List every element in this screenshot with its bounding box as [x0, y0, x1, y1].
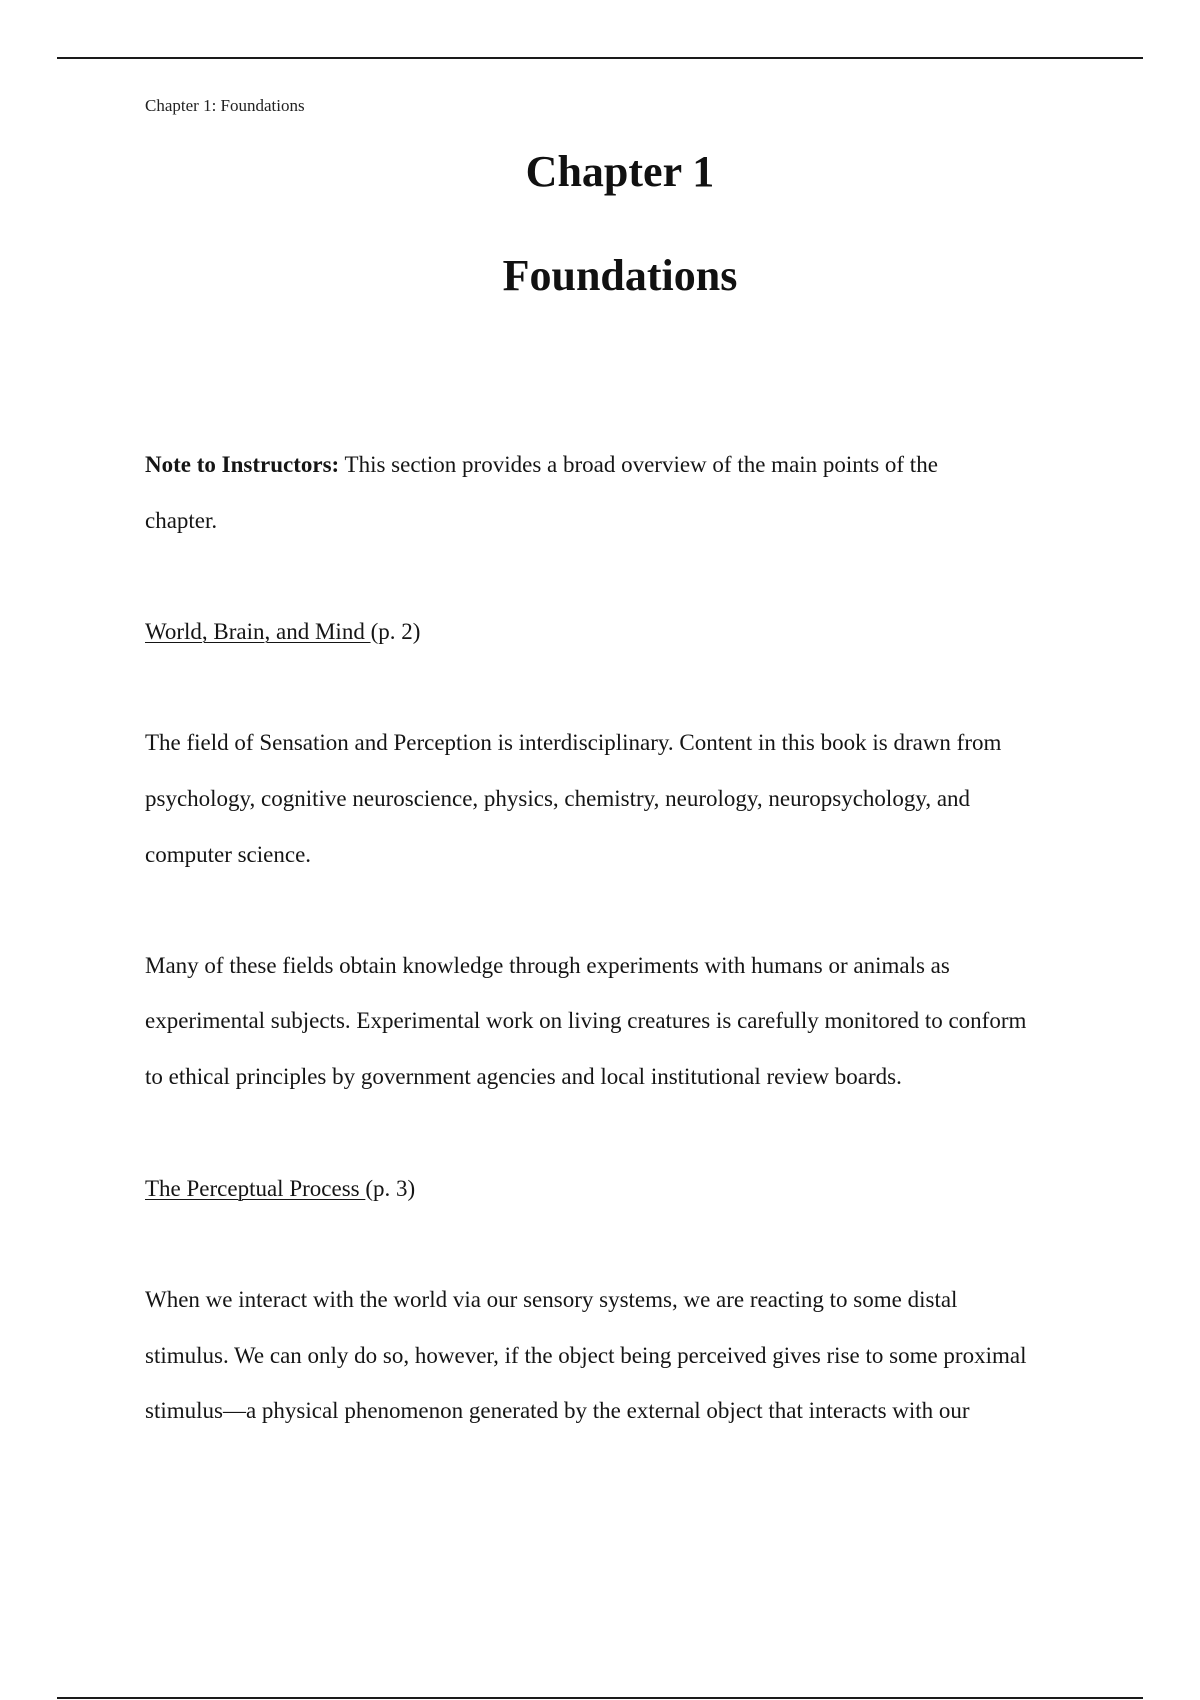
- paragraph-line: stimulus—a physical phenomenon generated by the external object that interacts with our: [145, 1398, 970, 1423]
- section-heading-world-brain-mind: [145, 618, 420, 646]
- section-heading-perceptual-process: [145, 1175, 415, 1203]
- running-header: Chapter 1: Foundations: [145, 96, 305, 115]
- section-page-ref: (p. 2): [370, 619, 421, 644]
- section-page-ref: (p. 3): [365, 1176, 416, 1201]
- note-line-1: [145, 451, 938, 479]
- note-label: Note to Instructors:: [145, 452, 340, 477]
- paragraph-line: The field of Sensation and Perception is interdisciplinary. Content in this book is drawn from: [145, 730, 1002, 755]
- paragraph-line: computer science.: [145, 842, 312, 867]
- note-line-2: chapter.: [145, 508, 218, 533]
- paragraph-line: experimental subjects. Experimental work on living creatures is carefully monitored to conform: [145, 1008, 1027, 1033]
- bottom-rule: [57, 1697, 1143, 1699]
- paragraph-line: When we interact with the world via our sensory systems, we are reacting to some distal: [145, 1287, 958, 1312]
- paragraph-line: Many of these fields obtain knowledge through experiments with humans or animals as: [145, 953, 950, 978]
- paragraph-line: stimulus. We can only do so, however, if the object being perceived gives rise to some proximal: [145, 1343, 1027, 1368]
- paragraph-line: to ethical principles by government agencies and local institutional review boards.: [145, 1064, 902, 1089]
- note-text: This section provides a broad overview of the main points of the: [339, 452, 938, 477]
- section-heading-text: World, Brain, and Mind: [145, 619, 371, 644]
- chapter-number: Chapter 1: [525, 147, 715, 196]
- chapter-title: Foundations: [502, 251, 738, 300]
- paragraph-line: psychology, cognitive neuroscience, physics, chemistry, neurology, neuropsychology, and: [145, 786, 971, 811]
- top-rule: [57, 57, 1143, 59]
- section-heading-text: The Perceptual Process: [145, 1176, 366, 1201]
